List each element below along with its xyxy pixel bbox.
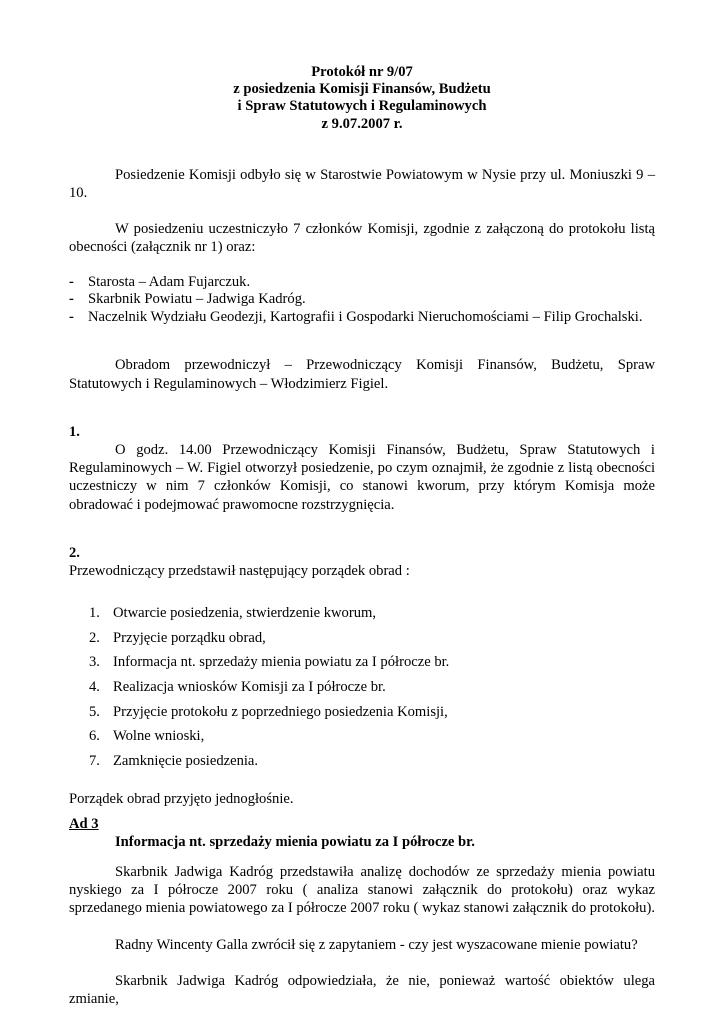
title-line: z 9.07.2007 r.	[321, 115, 403, 132]
agenda-item	[69, 629, 655, 654]
agenda-item-number: 3.	[89, 654, 100, 671]
section-2-number: 2.	[69, 544, 80, 561]
agenda-item-text: Przyjęcie protokołu z poprzedniego posiedzenia Komisji,	[113, 703, 448, 720]
agenda-item-text: Wolne wnioski,	[113, 728, 205, 745]
agenda-item-number: 5.	[89, 703, 100, 720]
agenda-item	[69, 678, 655, 703]
section-1-text: O godz. 14.00 Przewodniczący Komisji Finansów, Budżetu, Spraw Statutowych i Regulaminowych – W. Figiel otworzył posiedzenie, po czym oznajmił, że zgodnie z listą obecności uczestniczy w nim 7 członków Komisji, co stanowi kworum, przy którym Komisja może obradować i podejmować prawomocne rozstrzygnięcia.	[69, 442, 655, 513]
intro-paragraph-attendance: W posiedzeniu uczestniczyło 7 członków Komisji, zgodnie z załączoną do protokołu listą obecności (załącznik nr 1) oraz:	[69, 221, 655, 256]
ad3-paragraph-analysis: Skarbnik Jadwiga Kadróg przedstawiła analizę dochodów ze sprzedaży mienia powiatu nyskiego za I półrocze 2007 roku ( analiza stanowi załącznik do protokołu) oraz wykaz sprzedanego mienia powiatowego za I półrocze 2007 roku ( wykaz stanowi załącznik do protokołu).	[69, 864, 655, 917]
ad3-heading: Ad 3	[69, 815, 99, 832]
ad3-paragraph-answer: Skarbnik Jadwiga Kadróg odpowiedziała, że nie, ponieważ wartość obiektów ulega zmianie,	[69, 972, 655, 1008]
guest-entry: Skarbnik Powiatu – Jadwiga Kadróg.	[88, 291, 306, 308]
agenda-item	[69, 752, 655, 777]
agenda-item-number: 4.	[89, 679, 100, 696]
list-item	[69, 274, 655, 292]
bullet-dash: -	[69, 308, 74, 325]
agenda-item-text: Otwarcie posiedzenia, stwierdzenie kworum,	[113, 605, 376, 622]
agenda-item-text: Informacja nt. sprzedaży mienia powiatu za I półrocze br.	[113, 654, 450, 671]
title-line: Protokół nr 9/07	[311, 64, 413, 80]
section-1-number: 1.	[69, 423, 80, 440]
list-item	[69, 291, 655, 309]
guest-entry: Naczelnik Wydziału Geodezji, Kartografii i Gospodarki Nieruchomościami – Filip Grochalski.	[88, 308, 643, 325]
guest-entry: Starosta – Adam Fujarczuk.	[88, 273, 251, 290]
agenda-item-text: Przyjęcie porządku obrad,	[113, 629, 266, 646]
agenda-conclusion: Porządek obrad przyjęto jednogłośnie.	[69, 791, 294, 808]
agenda-item-text: Realizacja wniosków Komisji za I półrocze br.	[113, 679, 386, 696]
list-item	[69, 309, 655, 327]
agenda-item-number: 6.	[89, 728, 100, 745]
document-page	[69, 64, 655, 1008]
agenda-item-number: 7.	[89, 752, 100, 769]
document-title	[69, 64, 655, 133]
chair-paragraph: Obradom przewodniczył – Przewodniczący Komisji Finansów, Budżetu, Spraw Statutowych i Regulaminowych – Włodzimierz Figiel.	[69, 357, 655, 392]
title-line: i Spraw Statutowych i Regulaminowych	[237, 98, 487, 115]
guest-list	[69, 274, 655, 327]
section-2-lead: Przewodniczący przedstawił następujący porządek obrad :	[69, 563, 410, 580]
agenda-item-number: 1.	[89, 605, 100, 622]
agenda-item	[69, 727, 655, 752]
agenda-item	[69, 703, 655, 728]
agenda-item-text: Zamknięcie posiedzenia.	[113, 752, 259, 769]
agenda-list	[69, 604, 655, 776]
ad3-paragraph-question: Radny Wincenty Galla zwrócił się z zapytaniem - czy jest wyszacowane mienie powiatu?	[115, 936, 638, 953]
title-line: z posiedzenia Komisji Finansów, Budżetu	[233, 81, 491, 98]
agenda-item	[69, 653, 655, 678]
bullet-dash: -	[69, 273, 74, 290]
agenda-item	[69, 604, 655, 629]
agenda-item-number: 2.	[89, 629, 100, 646]
intro-paragraph-location: Posiedzenie Komisji odbyło się w Starostwie Powiatowym w Nysie przy ul. Moniuszki 9 – 10.	[69, 166, 655, 202]
ad3-title: Informacja nt. sprzedaży mienia powiatu za I półrocze br.	[115, 833, 475, 850]
bullet-dash: -	[69, 291, 74, 308]
